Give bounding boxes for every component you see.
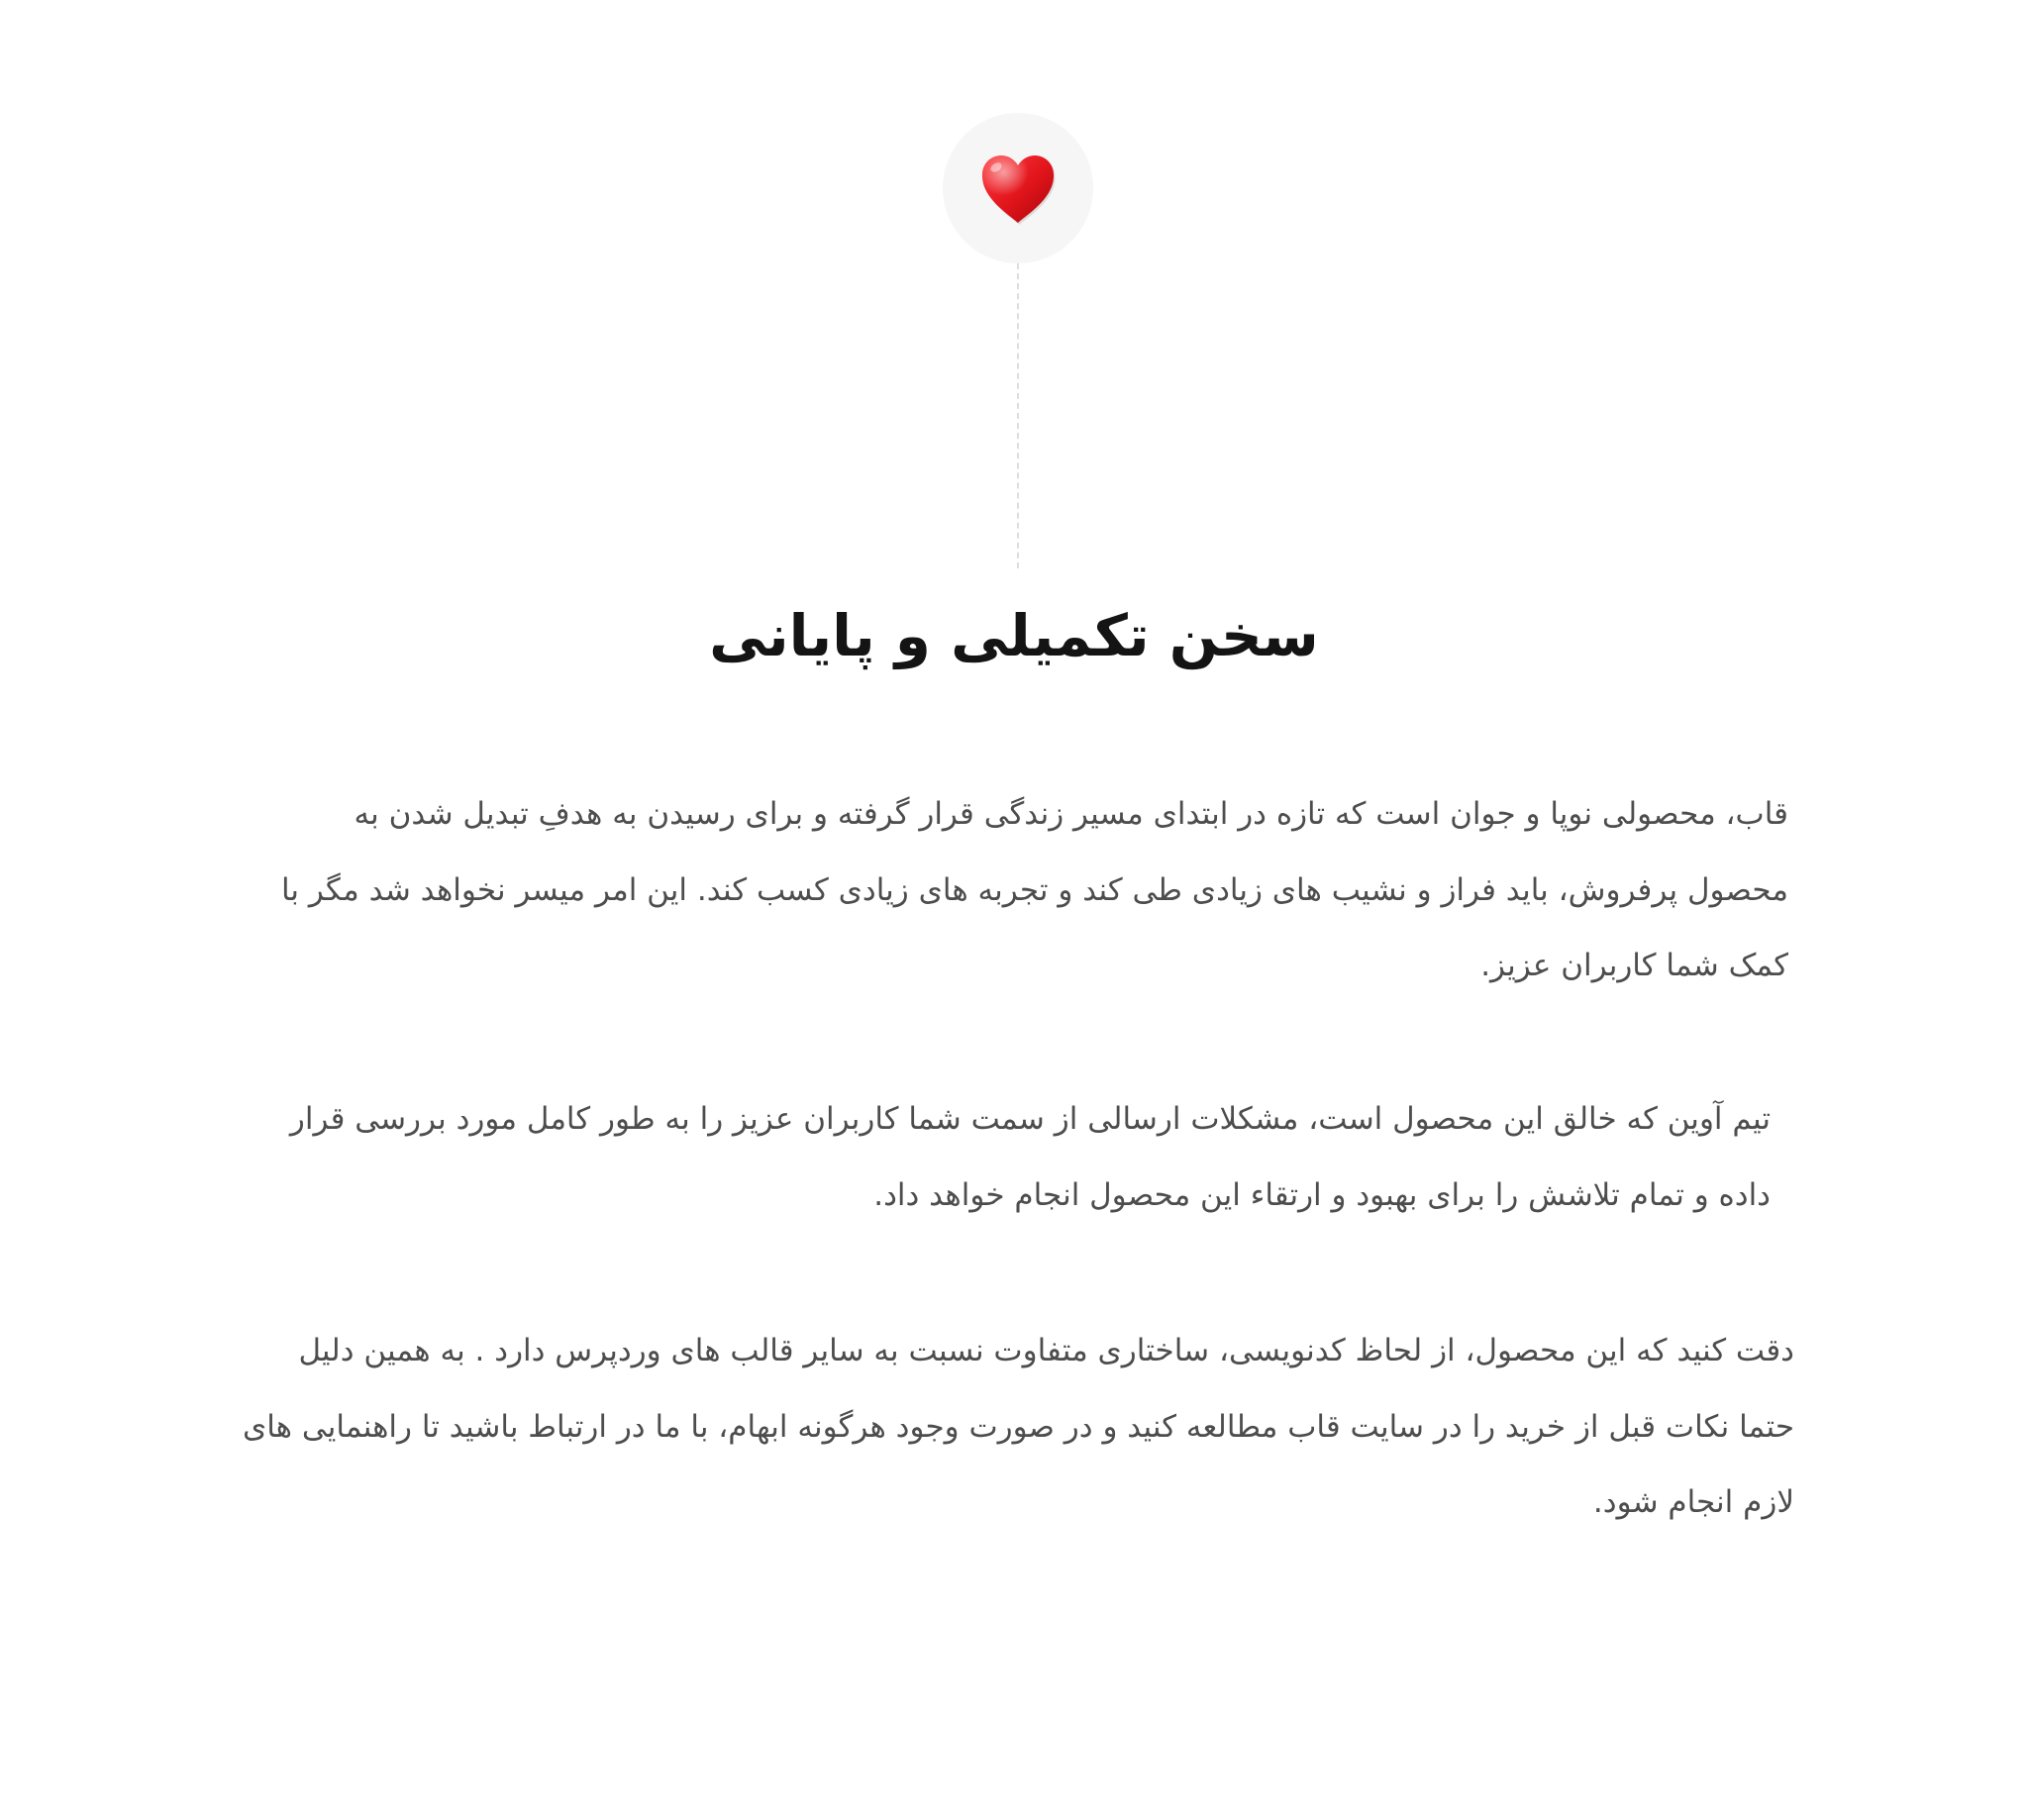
section-title: سخن تکمیلی و پایانی	[709, 602, 1319, 669]
timeline-connector	[1017, 263, 1019, 568]
paragraph-team: تیم آوین که خالق این محصول است، مشکلات ارسالی از سمت شما کاربران عزیز را به طور کامل مورد بررسی قرار داده و تمام تلاشش را برای بهبود و ارتقاء این محصول انجام خواهد داد.	[289, 1101, 1771, 1213]
heart-icon-badge	[943, 113, 1093, 263]
heart-icon	[979, 153, 1057, 225]
paragraph-notice: دقت کنید که این محصول، از لحاظ کدنویسی، ساختاری متفاوت نسبت به سایر قالب های وردپرس دارد . به همین دلیل حتما نکات قبل از خرید را در سایت قاب مطالعه کنید و در صورت وجود هرگونه ابهام، با ما در ارتباط باشید تا راهنمایی های لازم انجام شود.	[242, 1333, 1794, 1520]
paragraph-intro: قاب، محصولی نوپا و جوان است که تازه در ابتدای مسیر زندگی قرار گرفته و برای رسیدن به هدفِ تبدیل شدن به محصول پرفروش، باید فراز و نشیب های زیادی طی کند و تجربه های زیادی کسب کند. این امر میسر نخواهد شد مگر با کمک شما کاربران عزیز.	[280, 796, 1788, 983]
